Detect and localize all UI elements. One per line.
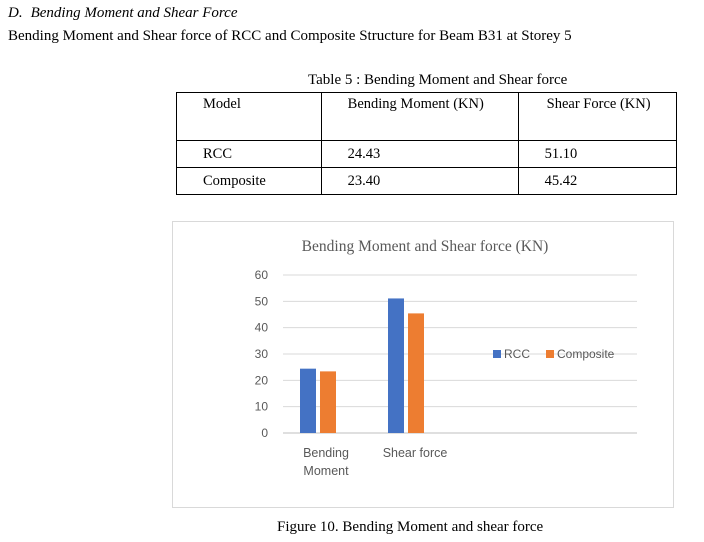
cell-model: RCC [177, 141, 322, 168]
x-tick-label-line: Bending [303, 446, 349, 460]
bar-composite-1 [408, 313, 424, 433]
y-tick-label: 40 [254, 320, 268, 335]
y-tick-label: 50 [254, 294, 268, 309]
bar-chart [173, 222, 673, 507]
cell-shear-force: 51.10 [518, 141, 676, 168]
y-tick-label: 60 [254, 268, 268, 282]
y-tick-label: 30 [254, 347, 268, 361]
chart-container [172, 221, 674, 508]
cell-bending-moment: 24.43 [321, 141, 518, 168]
x-tick-label [303, 446, 349, 478]
table-row [177, 168, 677, 195]
header-model: Model [177, 93, 322, 141]
x-tick-label [383, 446, 448, 460]
table-row [177, 141, 677, 168]
y-tick-label: 0 [261, 426, 268, 440]
y-tick-label: 10 [254, 399, 268, 414]
cell-model: Composite [177, 168, 322, 195]
chart-title: Bending Moment and Shear force (KN) [301, 238, 549, 255]
legend-label-composite: Composite [557, 347, 615, 361]
table-header-row [177, 93, 677, 141]
section-subtitle: Bending Moment and Shear force of RCC and Composite Structure for Beam B31 at Storey 5 [8, 28, 572, 44]
header-shear-force: Shear Force (KN) [518, 93, 676, 141]
x-tick-label-line: Shear force [382, 446, 448, 460]
section-title: Bending Moment and Shear Force [30, 5, 238, 21]
figure-caption: Figure 10. Bending Moment and shear force [277, 519, 544, 535]
legend-swatch-composite [546, 350, 554, 358]
y-tick-label: 20 [254, 373, 268, 388]
bar-rcc-0 [300, 369, 316, 433]
header-bending-moment: Bending Moment (KN) [321, 93, 518, 141]
cell-bending-moment: 23.40 [321, 168, 518, 195]
section-heading [8, 5, 238, 22]
bar-rcc-1 [388, 298, 404, 433]
section-number: D. [8, 5, 23, 21]
results-table [176, 92, 677, 195]
legend-label-rcc: RCC [504, 347, 530, 361]
legend-swatch-rcc [493, 350, 501, 358]
bar-composite-0 [320, 371, 336, 433]
table-caption: Table 5 : Bending Moment and Shear force [308, 72, 568, 88]
x-tick-label-line: Moment [303, 464, 349, 478]
cell-shear-force: 45.42 [518, 168, 676, 195]
